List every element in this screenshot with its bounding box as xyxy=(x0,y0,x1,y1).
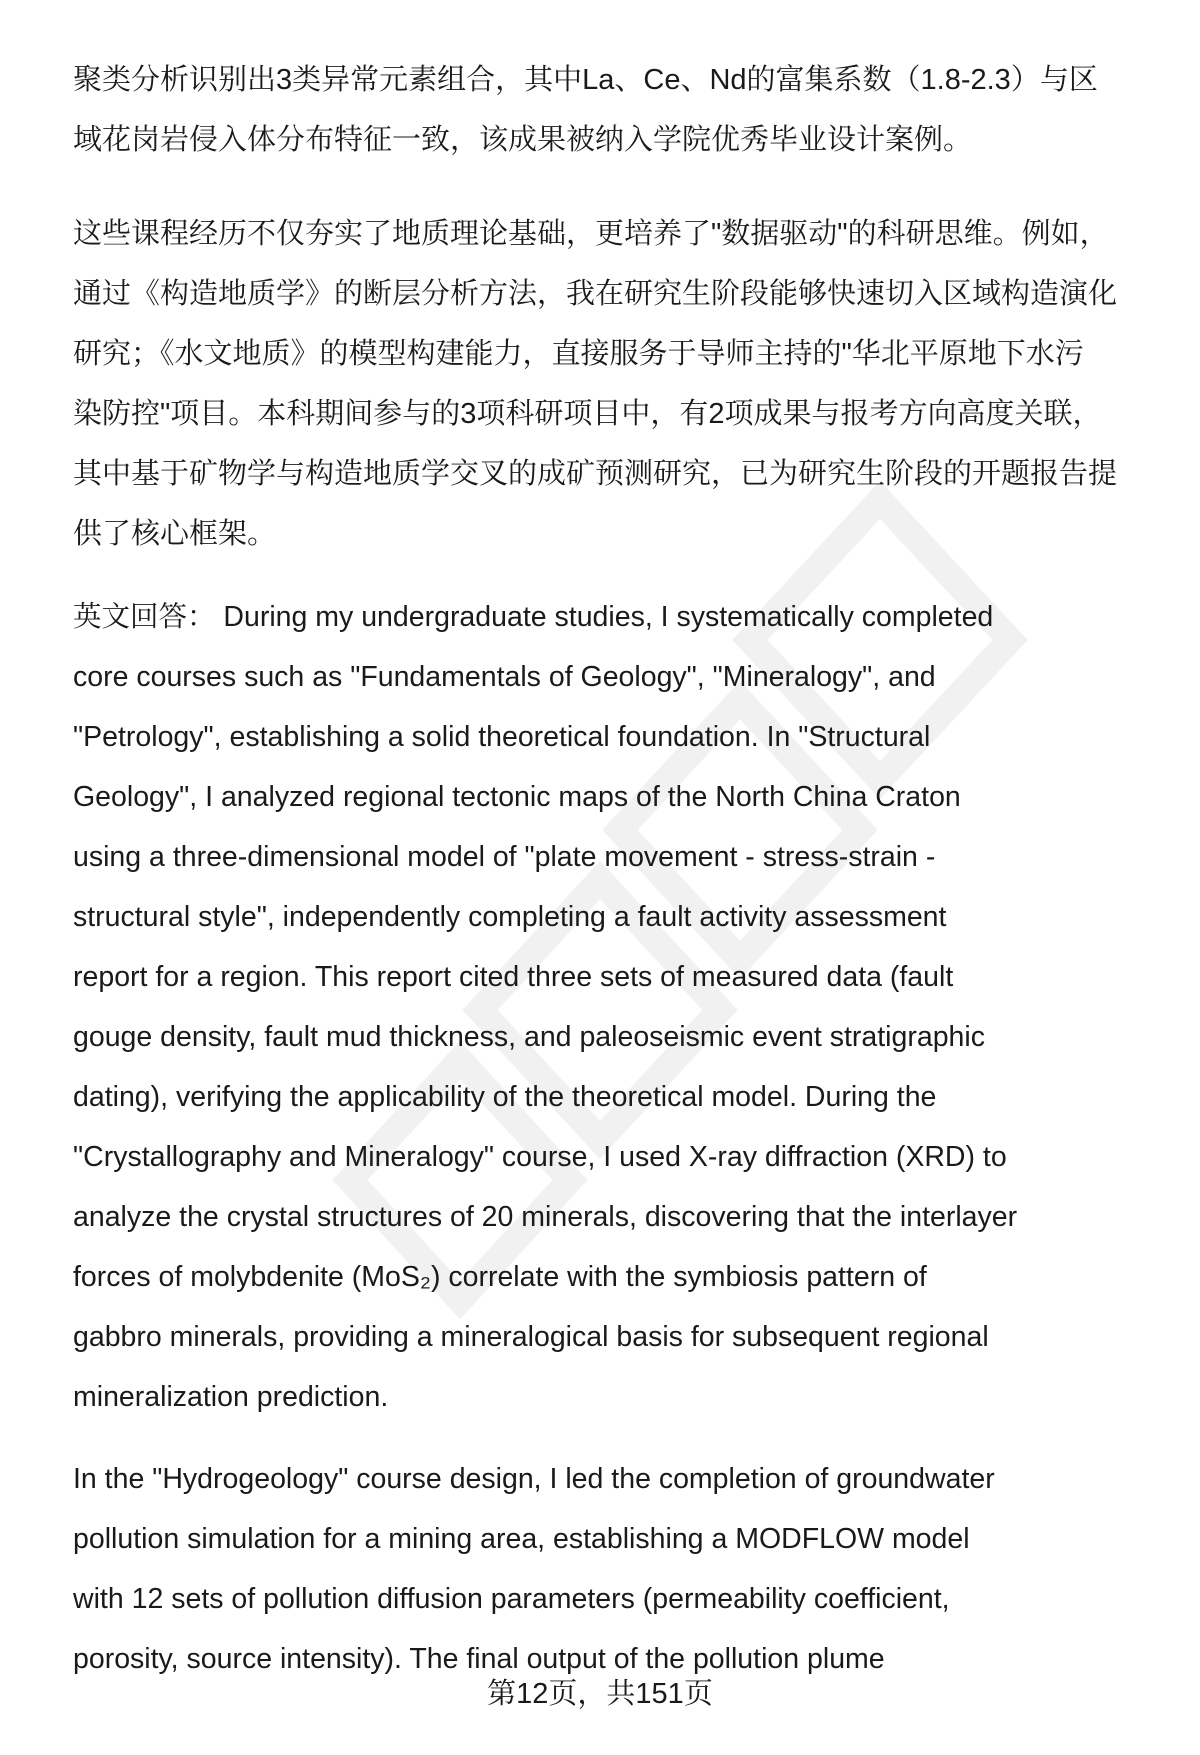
text-line: 染防控"项目。本科期间参与的3项科研项目中，有2项成果与报考方向高度关联， xyxy=(73,398,1102,430)
text-line: porosity, source intensity). The final output of the pollution plume xyxy=(73,1643,885,1675)
text-line: pollution simulation for a mining area, establishing a MODFLOW model xyxy=(73,1523,970,1555)
text-line: 域花岗岩侵入体分布特征一致，该成果被纳入学院优秀毕业设计案例。 xyxy=(73,124,973,156)
text-line: 英文回答： During my undergraduate studies, I systematically completed xyxy=(73,601,994,633)
text-line: In the "Hydrogeology" course design, I led the completion of groundwater xyxy=(73,1463,995,1495)
text-line: gabbro minerals, providing a mineralogical basis for subsequent regional xyxy=(73,1321,989,1353)
text-line: using a three-dimensional model of "plate movement - stress-strain - xyxy=(73,841,936,873)
text-line: Geology", I analyzed regional tectonic maps of the North China Craton xyxy=(73,781,961,813)
text-line: "Crystallography and Mineralogy" course, I used X-ray diffraction (XRD) to xyxy=(73,1141,1007,1173)
text-line: gouge density, fault mud thickness, and paleoseismic event stratigraphic xyxy=(73,1021,985,1053)
text-line: report for a region. This report cited three sets of measured data (fault xyxy=(73,961,954,993)
text-line: "Petrology", establishing a solid theoretical foundation. In "Structural xyxy=(73,721,931,753)
text-line: 通过《构造地质学》的断层分析方法，我在研究生阶段能够快速切入区域构造演化 xyxy=(73,278,1118,310)
text-line: analyze the crystal structures of 20 minerals, discovering that the interlayer xyxy=(73,1201,1018,1233)
text-line: core courses such as "Fundamentals of Geology", "Mineralogy", and xyxy=(73,661,936,693)
text-line: 其中基于矿物学与构造地质学交叉的成矿预测研究，已为研究生阶段的开题报告提 xyxy=(73,458,1118,490)
text-line: 这些课程经历不仅夯实了地质理论基础，更培养了"数据驱动"的科研思维。例如， xyxy=(73,218,1109,250)
page-number: 第12页，共151页 xyxy=(487,1678,713,1710)
text-line: forces of molybdenite (MoS₂) correlate with the symbiosis pattern of xyxy=(73,1261,927,1293)
paragraph-1 xyxy=(73,50,1163,170)
text-line: mineralization prediction. xyxy=(73,1381,389,1413)
text-line: structural style", independently completing a fault activity assessment xyxy=(73,901,947,933)
paragraph-2 xyxy=(73,204,1163,564)
paragraph-hydrogeology xyxy=(73,1449,1163,1689)
text-line: 供了核心框架。 xyxy=(73,518,277,550)
text-line: dating), verifying the applicability of the theoretical model. During the xyxy=(73,1081,937,1113)
paragraph-english-answer xyxy=(73,587,1163,1427)
text-line: 研究；《水文地质》的模型构建能力，直接服务于导师主持的"华北平原地下水污 xyxy=(73,338,1084,370)
text-line: 聚类分析识别出3类异常元素组合，其中La、Ce、Nd的富集系数（1.8-2.3）与区 xyxy=(73,64,1098,96)
text-line: with 12 sets of pollution diffusion parameters (permeability coefficient, xyxy=(73,1583,950,1615)
